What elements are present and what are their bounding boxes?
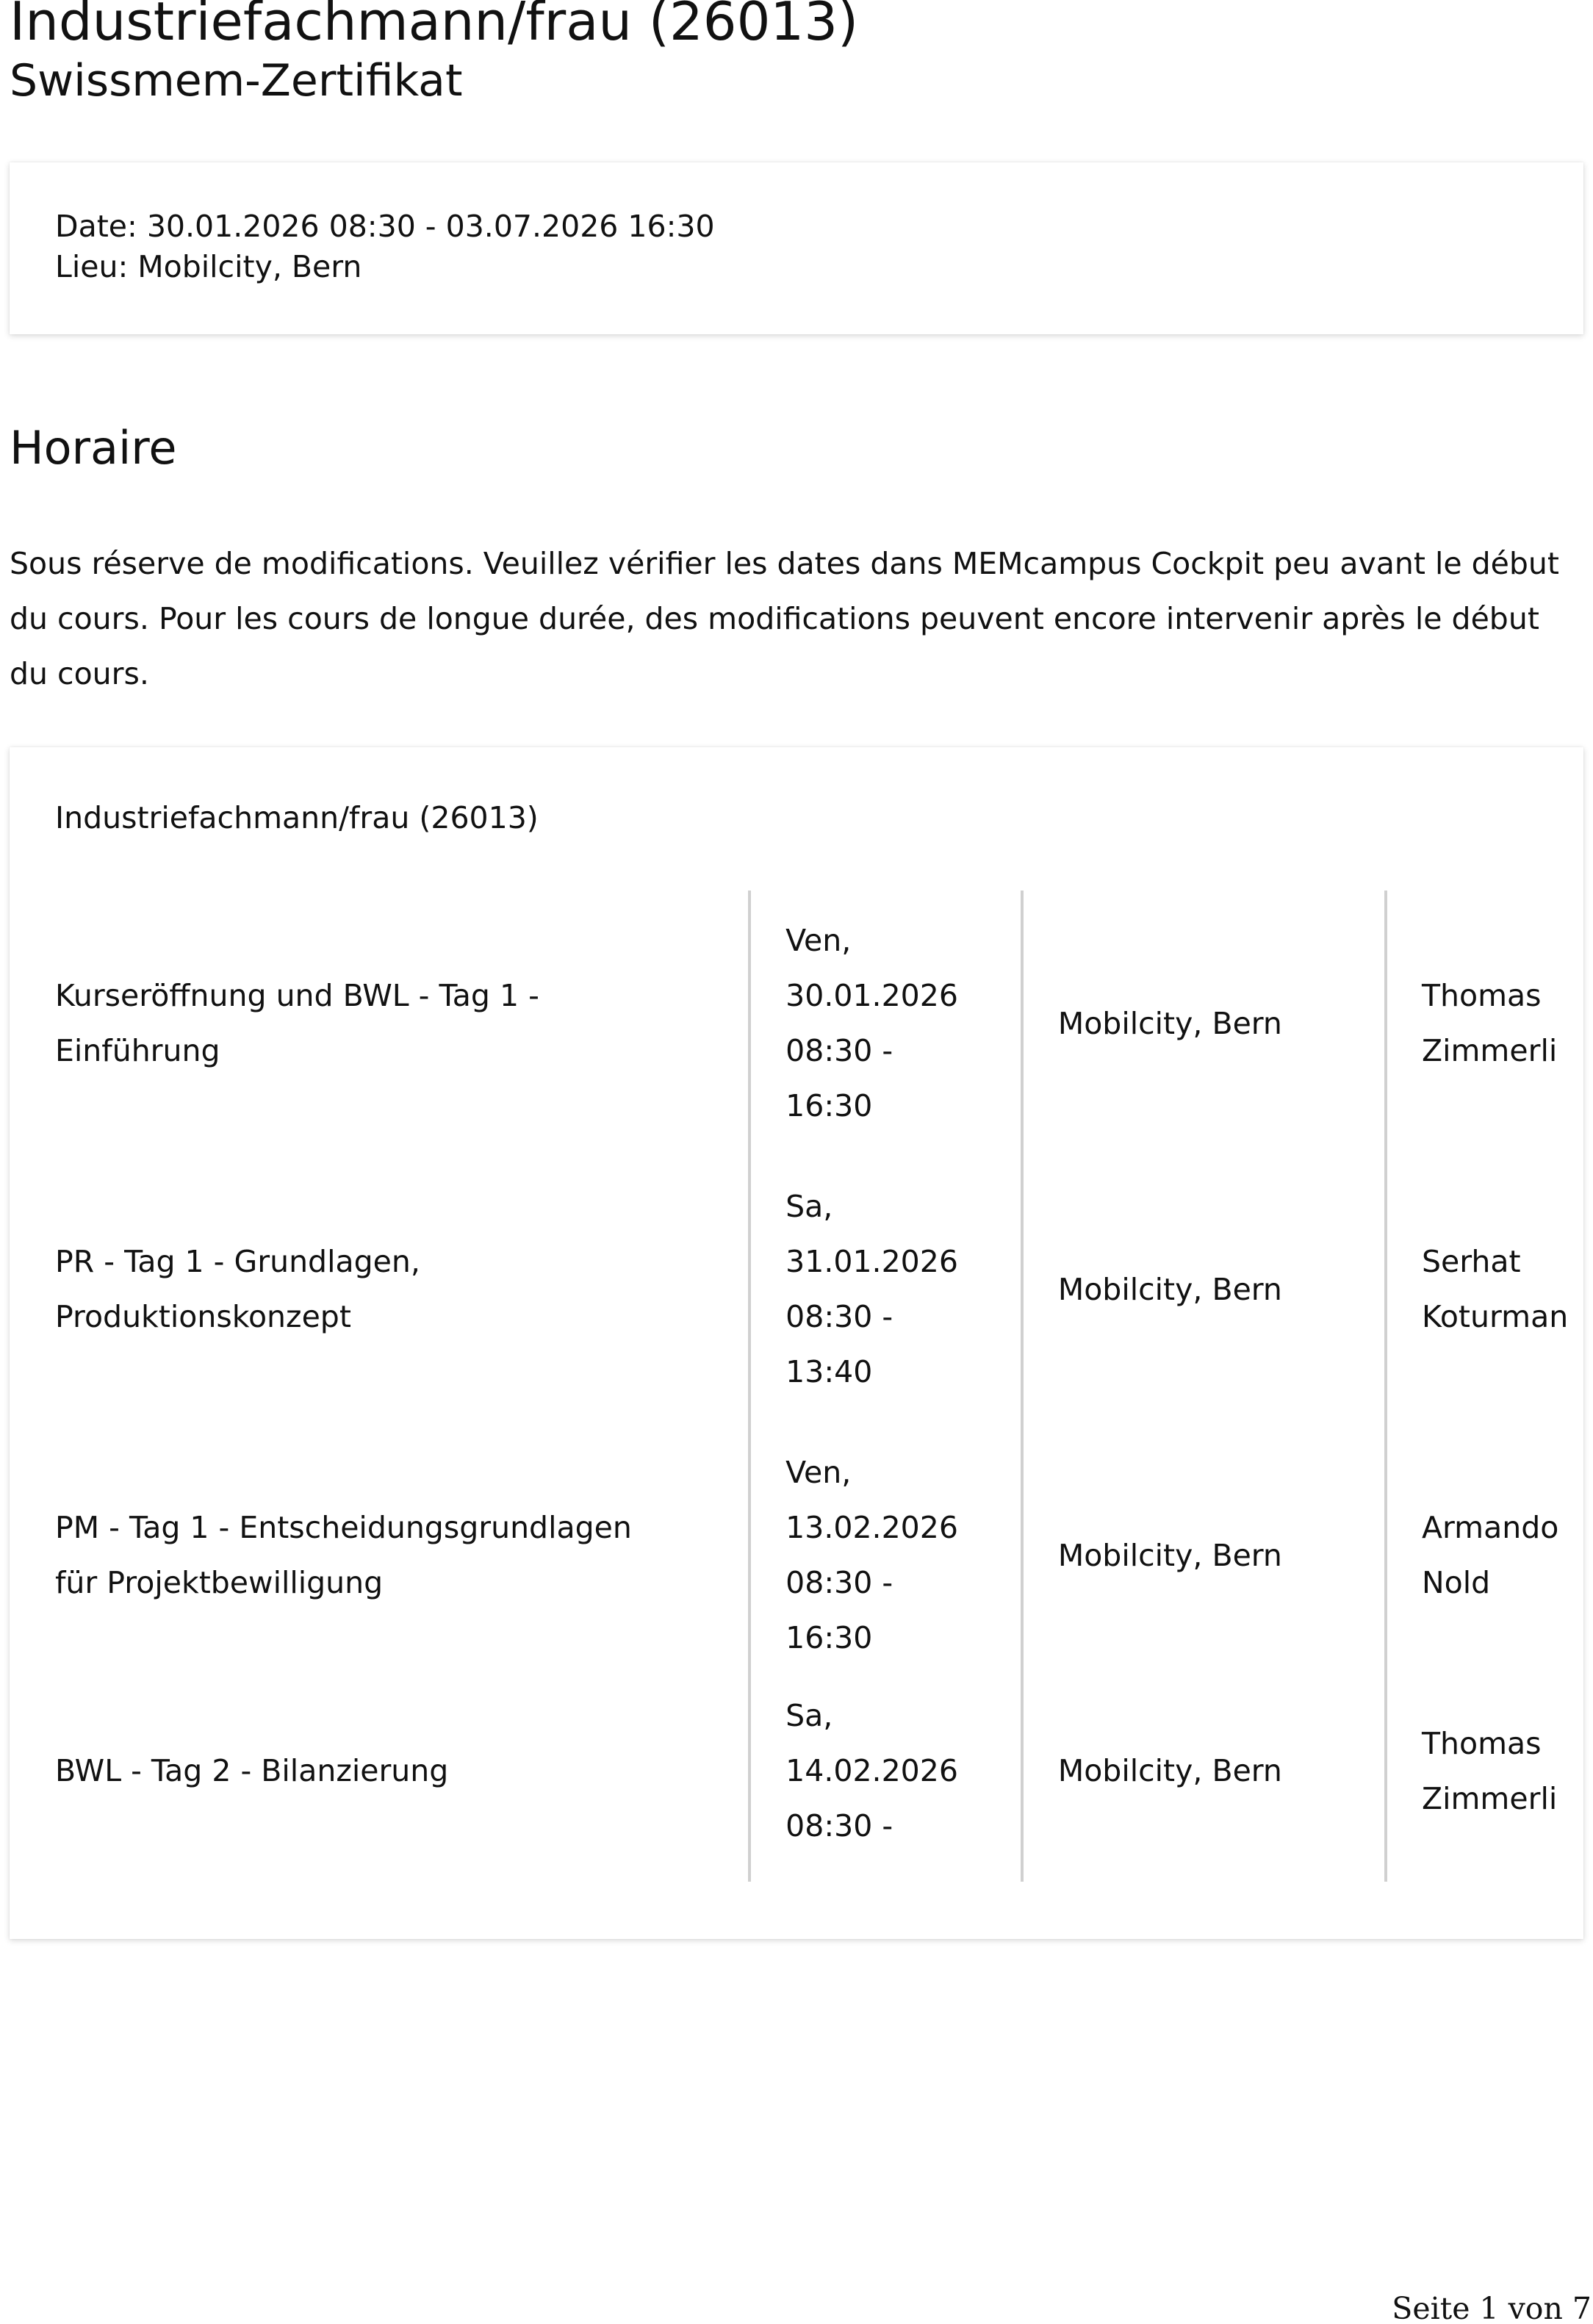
- session-topic: BWL - Tag 2 - Bilanzierung: [55, 1753, 449, 1788]
- session-date: 13.02.2026: [785, 1510, 958, 1545]
- session-teacher-cell: [1386, 1156, 1583, 1422]
- session-date-cell: [749, 891, 1022, 1156]
- session-date: 14.02.2026: [785, 1753, 958, 1788]
- session-topic: PR - Tag 1 - Grundlagen, Produktionskonzept: [55, 1244, 420, 1334]
- session-day: Ven,: [785, 923, 852, 958]
- page-number: Seite 1 von 7: [1392, 2291, 1592, 2324]
- teacher-first-name: Thomas: [1422, 1726, 1542, 1761]
- session-time-start: 08:30 -: [785, 1033, 893, 1068]
- schedule-section-title: Horaire: [10, 421, 177, 475]
- course-title: Industriefachmann/frau (26013): [10, 0, 859, 52]
- teacher-first-name: Thomas: [1422, 978, 1542, 1013]
- session-date: 31.01.2026: [785, 1244, 958, 1279]
- table-row: [10, 891, 1583, 1156]
- session-topic-cell: [10, 1422, 749, 1688]
- session-teacher-cell: [1386, 891, 1583, 1156]
- teacher-last-name: Nold: [1422, 1565, 1491, 1600]
- session-topic: Kurseröffnung und BWL - Tag 1 - Einführung: [55, 978, 539, 1068]
- session-location: Mobilcity, Bern: [1057, 1005, 1282, 1041]
- session-day: Ven,: [785, 1455, 852, 1490]
- table-row: [10, 1422, 1583, 1688]
- schedule-notice: Sous réserve de modifications. Veuillez vérifier les dates dans MEMcampus Cockpit peu avant le début du cours. Pour les cours de longue durée, des modifications peuvent encore intervenir après le début du cours.: [10, 546, 1559, 691]
- session-teacher-cell: [1386, 1422, 1583, 1688]
- course-location: Lieu: Mobilcity, Bern: [55, 249, 362, 284]
- session-location-cell: [1022, 1422, 1386, 1688]
- session-date-cell: [749, 1688, 1022, 1882]
- session-location: Mobilcity, Bern: [1057, 1537, 1282, 1573]
- session-location: Mobilcity, Bern: [1057, 1753, 1282, 1788]
- teacher-last-name: Zimmerli: [1422, 1781, 1558, 1816]
- session-time-start: 08:30 -: [785, 1299, 893, 1334]
- table-row: [10, 1156, 1583, 1422]
- session-topic-cell: [10, 891, 749, 1156]
- session-topic-cell: [10, 1156, 749, 1422]
- schedule-table-heading: Industriefachmann/frau (26013): [55, 800, 539, 835]
- session-teacher-cell: [1386, 1688, 1583, 1882]
- session-day: Sa,: [785, 1698, 833, 1733]
- session-date-cell: [749, 1156, 1022, 1422]
- schedule-table: [10, 891, 1583, 1882]
- teacher-last-name: Zimmerli: [1422, 1033, 1558, 1068]
- session-time-end: 16:30: [785, 1620, 873, 1655]
- table-row: [10, 1688, 1583, 1882]
- session-time-start: 08:30 -: [785, 1808, 893, 1843]
- session-date-cell: [749, 1422, 1022, 1688]
- session-time-end: 16:30: [785, 1088, 873, 1123]
- course-subtitle: Swissmem-Zertifikat: [10, 55, 463, 107]
- course-info-card: [10, 162, 1583, 334]
- session-topic: PM - Tag 1 - Entscheidungsgrundlagen für Projektbewilligung: [55, 1510, 632, 1600]
- session-date: 30.01.2026: [785, 978, 958, 1013]
- session-time-end: 13:40: [785, 1354, 873, 1389]
- teacher-first-name: Armando: [1422, 1510, 1559, 1545]
- teacher-last-name: Koturman: [1422, 1299, 1569, 1334]
- session-time-start: 08:30 -: [785, 1565, 893, 1600]
- session-location-cell: [1022, 891, 1386, 1156]
- session-location-cell: [1022, 1688, 1386, 1882]
- session-location-cell: [1022, 1156, 1386, 1422]
- schedule-card: [10, 747, 1583, 1939]
- session-location: Mobilcity, Bern: [1057, 1271, 1282, 1307]
- session-topic-cell: [10, 1688, 749, 1882]
- course-date: Date: 30.01.2026 08:30 - 03.07.2026 16:30: [55, 209, 715, 244]
- teacher-first-name: Serhat: [1422, 1244, 1521, 1279]
- session-day: Sa,: [785, 1189, 833, 1224]
